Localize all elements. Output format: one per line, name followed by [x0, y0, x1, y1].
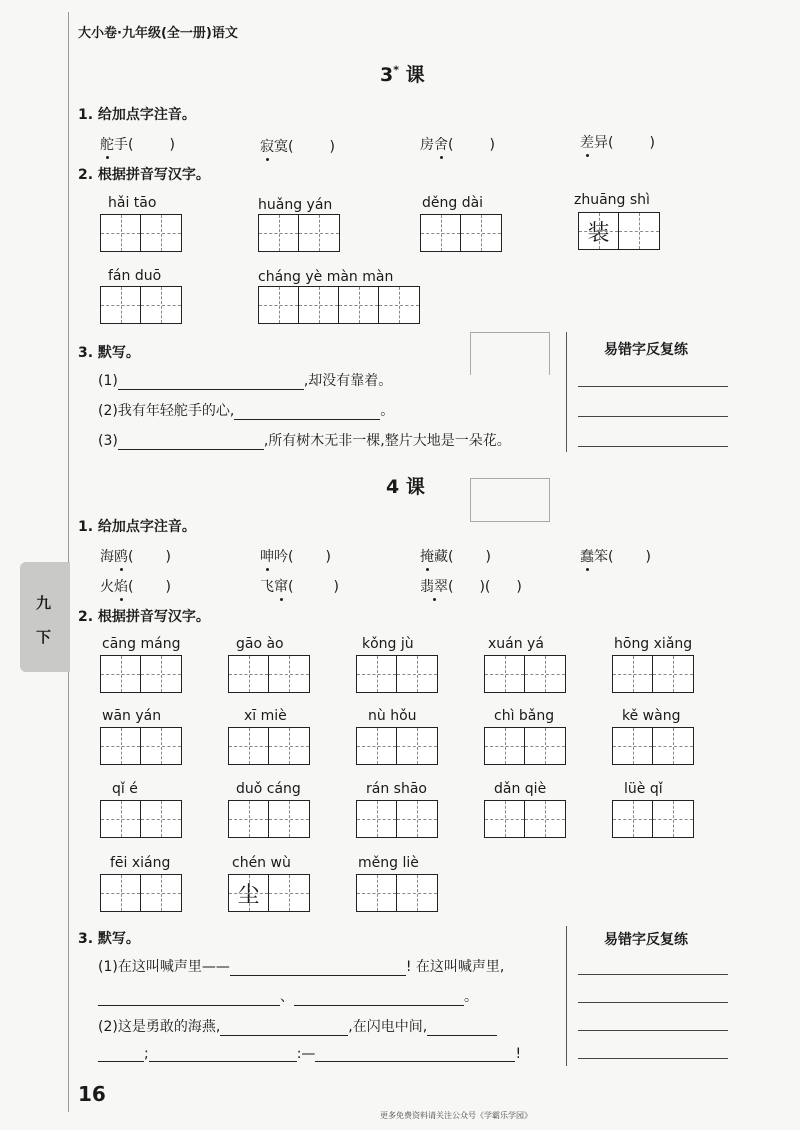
l3-char-grid[interactable] — [258, 214, 340, 252]
l3-char-grid[interactable] — [100, 214, 182, 252]
l3-recite-line-1: (1) ,却没有靠着。 — [98, 373, 393, 389]
answer-blank[interactable] — [234, 405, 380, 420]
l4-pinyin-word[interactable]: 飞窜( ) — [260, 576, 339, 596]
l3-pinyin-word[interactable]: 房舍( ) — [420, 134, 495, 154]
l4-grid-pinyin: cāng máng — [102, 636, 181, 652]
l4-section-2-heading: 2. 根据拼音写汉字。 — [78, 609, 210, 625]
answer-blank[interactable] — [149, 1047, 297, 1062]
footer-note: 更多免费资料请关注公众号《学霸乐学园》 — [380, 1111, 532, 1120]
l4-char-grid[interactable] — [228, 655, 310, 693]
l3-pinyin-word[interactable]: 寂寞( ) — [260, 136, 335, 156]
l4-grid-pinyin: chén wù — [232, 855, 291, 871]
l4-char-grid[interactable] — [100, 800, 182, 838]
grade-tab-label-1: 九 — [36, 594, 52, 612]
l4-char-grid[interactable] — [228, 727, 310, 765]
l3-grid-pinyin: děng dài — [422, 195, 484, 211]
l3-grid-pinyin: cháng yè màn màn — [258, 269, 394, 285]
l4-grid-pinyin: lüè qǐ — [624, 781, 663, 797]
l3-side-title: 易错字反复练 — [604, 342, 688, 358]
faint-box — [470, 332, 550, 375]
l4-recite-line-2-cont: ; :— ! — [98, 1046, 521, 1062]
l4-grid-pinyin: rán shāo — [366, 781, 427, 797]
l3-grid-pinyin: hǎi tāo — [108, 195, 157, 211]
l3-grid-pinyin: fán duō — [108, 268, 162, 284]
l3-grid-pinyin: huǎng yán — [258, 197, 333, 213]
l4-pinyin-word[interactable]: 蠢笨( ) — [580, 546, 651, 566]
l4-char-grid[interactable] — [100, 874, 182, 912]
l4-grid-pinyin: qǐ é — [112, 781, 138, 797]
grade-tab-label-2: 下 — [36, 628, 52, 646]
l4-section-1-heading: 1. 给加点字注音。 — [78, 519, 196, 535]
answer-blank[interactable] — [294, 991, 464, 1006]
faint-box — [470, 478, 550, 522]
side-practice-line[interactable] — [578, 974, 728, 975]
side-practice-line[interactable] — [578, 1030, 728, 1031]
lesson-4-title: 4 课 — [386, 476, 425, 498]
l3-section-1-heading: 1. 给加点字注音。 — [78, 107, 196, 123]
l3-char-grid[interactable]: 装 — [578, 212, 660, 250]
l4-pinyin-word[interactable]: 翡翠( )( ) — [420, 576, 522, 596]
l4-char-grid[interactable] — [228, 800, 310, 838]
lesson-3-title: 3* 课 — [380, 63, 425, 86]
l3-section-2-heading: 2. 根据拼音写汉字。 — [78, 167, 210, 183]
l4-char-grid[interactable] — [356, 800, 438, 838]
l4-grid-pinyin: hōng xiǎng — [614, 636, 693, 652]
l3-recite-line-3: (3) ,所有树木无非一棵,整片大地是一朵花。 — [98, 433, 511, 449]
l4-pinyin-word[interactable]: 火焰( ) — [100, 576, 171, 596]
l4-char-grid[interactable] — [484, 727, 566, 765]
l4-char-grid[interactable] — [612, 655, 694, 693]
l4-char-grid[interactable] — [484, 800, 566, 838]
l4-recite-line-2: (2)这是勇敢的海燕, ,在闪电中间, — [98, 1016, 497, 1036]
l4-grid-pinyin: dǎn qiè — [494, 781, 547, 797]
answer-blank[interactable] — [220, 1021, 348, 1036]
answer-blank[interactable] — [98, 991, 280, 1006]
side-divider — [566, 332, 567, 452]
l4-grid-pinyin: kě wàng — [622, 708, 681, 724]
l4-recite-line-1: (1)在这叫喊声里—— ! 在这叫喊声里, — [98, 959, 505, 975]
side-practice-line[interactable] — [578, 1058, 728, 1059]
l4-char-grid[interactable] — [100, 727, 182, 765]
l4-pinyin-word[interactable]: 呻吟( ) — [260, 546, 331, 566]
answer-blank[interactable] — [98, 1047, 144, 1062]
l4-grid-pinyin: nù hǒu — [368, 708, 417, 724]
l4-char-grid[interactable] — [356, 874, 438, 912]
l3-grid-pinyin: zhuāng shì — [574, 192, 650, 208]
l4-char-grid[interactable] — [356, 727, 438, 765]
l4-grid-pinyin: xuán yá — [488, 636, 544, 652]
answer-blank[interactable] — [427, 1021, 497, 1036]
side-divider — [566, 926, 567, 1066]
answer-blank[interactable] — [118, 435, 264, 450]
l4-pinyin-word[interactable]: 掩藏( ) — [420, 546, 491, 566]
grade-tab — [20, 562, 70, 672]
side-practice-line[interactable] — [578, 386, 728, 387]
answer-blank[interactable] — [315, 1047, 515, 1062]
l4-grid-pinyin: kǒng jù — [362, 636, 414, 652]
page-header: 大小卷·九年级(全一册)语文 — [78, 26, 238, 41]
l4-section-3-heading: 3. 默写。 — [78, 931, 140, 947]
l4-side-title: 易错字反复练 — [604, 932, 688, 948]
l3-recite-line-2: (2)我有年轻舵手的心, 。 — [98, 403, 395, 419]
l4-grid-pinyin: xī miè — [244, 708, 287, 724]
answer-blank[interactable] — [118, 375, 304, 390]
l4-char-grid[interactable] — [612, 800, 694, 838]
l4-pinyin-word[interactable]: 海鸥( ) — [100, 546, 171, 566]
l4-grid-pinyin: wān yán — [102, 708, 162, 724]
side-practice-line[interactable] — [578, 416, 728, 417]
l3-char-grid[interactable] — [100, 286, 182, 324]
l4-recite-line-1-cont: 、 。 — [98, 986, 478, 1006]
l4-char-grid[interactable] — [612, 727, 694, 765]
l4-char-grid[interactable] — [356, 655, 438, 693]
l4-grid-pinyin: gāo ào — [236, 636, 284, 652]
l4-grid-pinyin: chì bǎng — [494, 708, 555, 724]
l4-char-grid[interactable]: 尘 — [228, 874, 310, 912]
l3-char-grid[interactable] — [420, 214, 502, 252]
l3-section-3-heading: 3. 默写。 — [78, 345, 140, 361]
l3-pinyin-word[interactable]: 舵手( ) — [100, 134, 175, 154]
l4-grid-pinyin: duǒ cáng — [236, 781, 301, 797]
l3-char-grid[interactable] — [258, 286, 420, 324]
answer-blank[interactable] — [230, 961, 406, 976]
l3-pinyin-word[interactable]: 差异( ) — [580, 132, 655, 152]
side-practice-line[interactable] — [578, 446, 728, 447]
page-number: 16 — [78, 1082, 106, 1106]
l4-grid-pinyin: fēi xiáng — [110, 855, 171, 871]
l4-grid-pinyin: měng liè — [358, 855, 419, 871]
l4-char-grid[interactable] — [100, 655, 182, 693]
l4-char-grid[interactable] — [484, 655, 566, 693]
side-practice-line[interactable] — [578, 1002, 728, 1003]
